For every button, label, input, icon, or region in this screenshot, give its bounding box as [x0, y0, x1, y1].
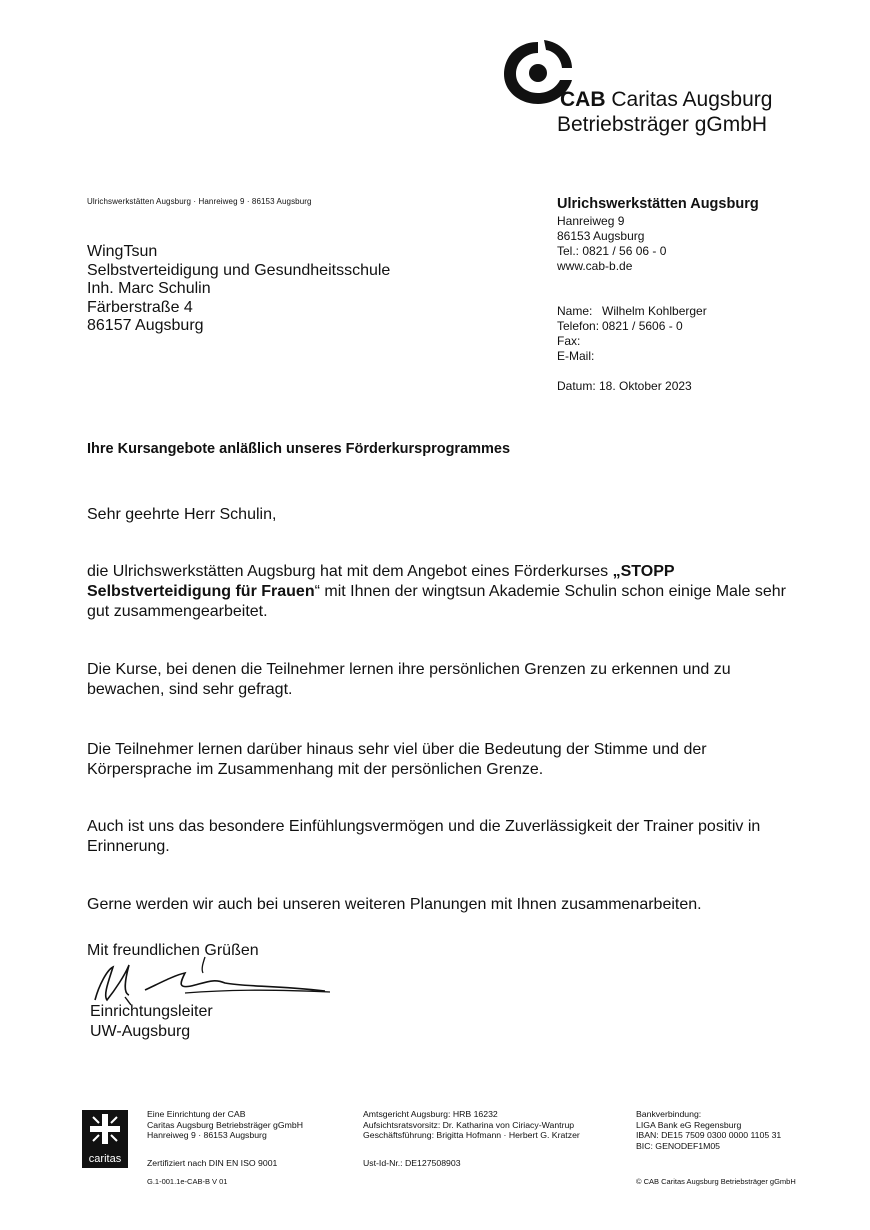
sender-name: Ulrichswerkstätten Augsburg — [557, 196, 759, 212]
caritas-wordmark: caritas — [88, 1153, 122, 1165]
recipient-line: WingTsun — [87, 243, 158, 260]
contact-name-label: Name: — [557, 304, 593, 318]
contact-name-value: Wilhelm Kohlberger — [602, 304, 707, 318]
sender-address — [557, 214, 666, 274]
date-label: Datum: — [557, 379, 596, 393]
caritas-logo — [82, 1110, 128, 1168]
signatory-unit: UW-Augsburg — [90, 1023, 191, 1040]
footer-legal — [363, 1109, 580, 1141]
caritas-cross-icon — [90, 1114, 120, 1144]
sender-website: www.cab-b.de — [557, 259, 633, 273]
footer-line: LIGA Bank eG Regensburg — [636, 1119, 742, 1130]
recipient-address — [87, 243, 390, 336]
paragraph-3: Die Teilnehmer lernen darüber hinaus sehr viel über die Bedeutung der Stimme und der Körpersprache im Zusammenhang mit der persönlichen Grenze. — [87, 741, 707, 778]
brand-subtitle: Betriebsträger gGmbH — [557, 113, 768, 136]
contact-email-label: E-Mail: — [557, 349, 595, 363]
contact-phone-label: Telefon: — [557, 319, 600, 333]
salutation: Sehr geehrte Herr Schulin, — [87, 506, 277, 523]
date-row — [557, 379, 692, 393]
footer-line: Caritas Augsburg Betriebsträger gGmbH — [147, 1119, 303, 1130]
letter-subject: Ihre Kursangebote anläßlich unseres Förderkursprogrammes — [87, 441, 511, 457]
footer-certification: Zertifiziert nach DIN EN ISO 9001 — [147, 1158, 278, 1168]
copyright-notice: © CAB Caritas Augsburg Betriebsträger gGmbH — [636, 1177, 796, 1186]
recipient-line: Selbstverteidigung und Gesundheitsschule — [87, 261, 391, 279]
footer-line: BIC: GENODEF1M05 — [636, 1140, 720, 1151]
footer-line: IBAN: DE15 7509 0300 0000 1105 31 — [636, 1130, 782, 1140]
paragraph-5: Gerne werden wir auch bei unseren weiteren Planungen mit Ihnen zusammenarbeiten. — [87, 896, 702, 913]
footer-line: Geschäftsführung: Brigitta Hofmann · Herbert G. Kratzer — [363, 1130, 580, 1140]
paragraph-4: Auch ist uns das besondere Einfühlungsvermögen und die Zuverlässigkeit der Trainer positiv in Erinnerung. — [87, 818, 761, 855]
recipient-line: Färberstraße 4 — [87, 298, 193, 316]
footer-line: Eine Einrichtung der CAB — [147, 1109, 246, 1119]
footer-line: Amtsgericht Augsburg: HRB 16232 — [363, 1109, 498, 1119]
date-value: 18. Oktober 2023 — [599, 379, 692, 393]
contact-fax-label: Fax: — [557, 334, 581, 348]
footer-vat-id: Ust-Id-Nr.: DE127508903 — [363, 1158, 461, 1168]
contact-phone-value: 0821 / 5606 - 0 — [602, 319, 683, 333]
footer-line: Aufsichtsratsvorsitz: Dr. Katharina von Ciriacy-Wantrup — [363, 1119, 575, 1130]
recipient-line: 86157 Augsburg — [87, 317, 204, 334]
signatory-role: Einrichtungsleiter — [90, 1003, 213, 1020]
footer-line: Bankverbindung: — [636, 1109, 702, 1119]
footer-organization — [147, 1109, 303, 1141]
recipient-line: Inh. Marc Schulin — [87, 280, 211, 297]
form-code: G.1-001.1e-CAB-B V 01 — [147, 1177, 228, 1186]
contact-block — [557, 304, 707, 364]
return-address: Ulrichswerkstätten Augsburg · Hanreiweg 9 · 86153 Augsburg — [87, 197, 312, 206]
sender-city: 86153 Augsburg — [557, 229, 645, 243]
brand-name: CAB Caritas Augsburg — [560, 88, 773, 111]
sender-street: Hanreiweg 9 — [557, 214, 625, 228]
footer-line: Hanreiweg 9 · 86153 Augsburg — [147, 1130, 267, 1140]
footer-bank — [636, 1109, 781, 1151]
paragraph-1: die Ulrichswerkstätten Augsburg hat mit dem Angebot eines Förderkurses „STOPP Selbstverteidigung für Frauen“ mit Ihnen der wingtsun Akademie Schulin schon einige Male sehr gut zusammengearbeitet. — [87, 563, 786, 620]
closing-phrase: Mit freundlichen Grüßen — [87, 942, 259, 959]
sender-phone: Tel.: 0821 / 56 06 - 0 — [557, 244, 667, 258]
paragraph-2: Die Kurse, bei denen die Teilnehmer lernen ihre persönlichen Grenzen zu erkennen und zu bewachen, sind sehr gefragt. — [87, 661, 731, 698]
